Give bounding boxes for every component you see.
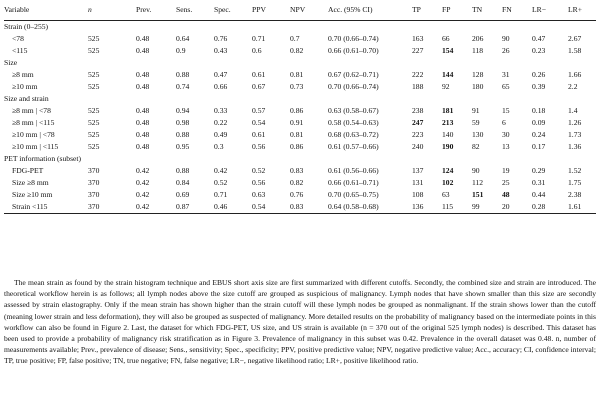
table-header — [4, 0, 596, 21]
table-cell: 0.42 — [136, 178, 150, 187]
table-cell: 0.3 — [214, 142, 224, 151]
table-cell: 1.26 — [568, 118, 582, 127]
table-cell: 0.82 — [290, 178, 304, 187]
section-row — [4, 93, 596, 105]
table-cell: 1.52 — [568, 166, 582, 175]
table-cell: 0.68 (0.63–0.72) — [328, 130, 379, 139]
table-cell: 128 — [472, 70, 484, 79]
column-header: FN — [502, 0, 532, 21]
table-cell: 370 — [88, 178, 100, 187]
table-cell: 0.24 — [532, 130, 546, 139]
table-cell: 154 — [442, 46, 454, 55]
column-header: TN — [472, 0, 502, 21]
table-cell: 144 — [442, 70, 454, 79]
table-cell: 190 — [442, 142, 454, 151]
table-cell: 0.46 — [214, 201, 252, 214]
table-cell: 213 — [442, 118, 454, 127]
table-cell: 0.9 — [176, 46, 186, 55]
table-cell: 91 — [472, 106, 480, 115]
table-cell: 0.74 — [176, 82, 190, 91]
table-cell: 0.31 — [532, 178, 546, 187]
table-cell: 92 — [442, 82, 450, 91]
column-header: LR− — [532, 0, 568, 21]
table-cell: 0.67 — [252, 82, 266, 91]
table-cell: 0.52 — [214, 178, 228, 187]
table-cell: 0.23 — [532, 46, 546, 55]
row-label: Size ≥8 mm — [12, 178, 49, 187]
table-cell: 0.22 — [214, 118, 228, 127]
table-row — [4, 117, 596, 129]
table-cell: 63 — [442, 190, 450, 199]
table-cell: 0.48 — [136, 82, 150, 91]
table-cell: 0.49 — [214, 130, 228, 139]
table-cell: 0.7 — [290, 34, 300, 43]
table-cell: 0.88 — [176, 166, 190, 175]
table-cell: 151 — [472, 190, 484, 199]
table-cell: 0.42 — [214, 166, 228, 175]
table-cell: 0.81 — [290, 70, 304, 79]
table-cell: 19 — [502, 166, 510, 175]
table-cell: 0.48 — [136, 142, 150, 151]
table-cell: 0.66 (0.61–0.70) — [328, 46, 379, 55]
table-cell: 0.54 — [252, 201, 290, 214]
table-cell: 525 — [88, 142, 100, 151]
table-cell: 180 — [472, 82, 484, 91]
table-cell: 2.2 — [568, 82, 578, 91]
table-cell: 112 — [472, 178, 484, 187]
table-cell: 0.56 — [252, 142, 266, 151]
table-cell: 0.76 — [214, 34, 228, 43]
table-cell: 0.88 — [176, 70, 190, 79]
table-cell: 30 — [502, 130, 510, 139]
table-cell: 0.86 — [290, 106, 304, 115]
table-cell: 2.38 — [568, 190, 582, 199]
table-cell: 525 — [88, 34, 100, 43]
table-row — [4, 201, 596, 214]
table-cell: 188 — [412, 82, 424, 91]
table-cell: 0.73 — [290, 82, 304, 91]
column-header: Sens. — [176, 0, 214, 21]
table-row — [4, 189, 596, 201]
table-cell: 181 — [442, 106, 454, 115]
row-label: ≥10 mm | <115 — [12, 142, 59, 151]
row-label: FDG-PET — [12, 166, 44, 175]
table-cell: 0.57 — [252, 106, 266, 115]
table-cell: 0.42 — [136, 201, 176, 214]
table-cell: 525 — [88, 106, 100, 115]
table-cell: 0.42 — [136, 166, 150, 175]
table-cell: 0.64 (0.58–0.68) — [328, 201, 412, 214]
row-label: ≥10 mm | <78 — [12, 130, 55, 139]
section-row — [4, 21, 596, 34]
section-title: Size — [4, 58, 18, 67]
table-cell: 0.44 — [532, 190, 546, 199]
table-row — [4, 141, 596, 153]
table-cell: 15 — [502, 106, 510, 115]
table-cell: 115 — [442, 201, 472, 214]
table-cell: 238 — [412, 106, 424, 115]
column-header: Spec. — [214, 0, 252, 21]
table-row — [4, 129, 596, 141]
table-cell: 0.91 — [290, 118, 304, 127]
table-cell: 0.42 — [136, 190, 150, 199]
column-header: LR+ — [568, 0, 596, 21]
table-cell: 525 — [88, 46, 100, 55]
table-cell: 0.83 — [290, 201, 328, 214]
section-title: Size and strain — [4, 94, 49, 103]
table-row — [4, 45, 596, 57]
table-cell: 1.4 — [568, 106, 578, 115]
table-cell: 370 — [88, 166, 100, 175]
table-cell: 0.94 — [176, 106, 190, 115]
table-cell: 66 — [442, 34, 450, 43]
table-cell: 0.58 (0.54–0.63) — [328, 118, 379, 127]
table-cell: 1.58 — [568, 46, 582, 55]
column-header: Acc. (95% CI) — [328, 0, 412, 21]
section-title: Strain (0–255) — [4, 22, 49, 31]
table-cell: 0.48 — [136, 118, 150, 127]
table-cell: 222 — [412, 70, 424, 79]
table-cell: 0.47 — [214, 70, 228, 79]
table-row — [4, 81, 596, 93]
table-cell: 82 — [472, 142, 480, 151]
table-cell: 0.98 — [176, 118, 190, 127]
column-header: Prev. — [136, 0, 176, 21]
table-cell: 0.66 — [214, 82, 228, 91]
table-cell: 130 — [472, 130, 484, 139]
table-cell: 0.33 — [214, 106, 228, 115]
table-cell: 1.36 — [568, 142, 582, 151]
table-cell: 0.71 — [214, 190, 228, 199]
table-cell: 0.88 — [176, 130, 190, 139]
row-label: ≥8 mm — [12, 70, 34, 79]
table-cell: 1.75 — [568, 178, 582, 187]
table-cell: 102 — [442, 178, 454, 187]
table-cell: 0.70 (0.65–0.75) — [328, 190, 379, 199]
table-row — [4, 177, 596, 189]
table-cell: 0.70 (0.66–0.74) — [328, 82, 379, 91]
table-row — [4, 165, 596, 177]
table-cell: 0.39 — [532, 82, 546, 91]
table-cell: 0.63 — [252, 190, 266, 199]
section-row — [4, 153, 596, 165]
table-cell: 0.09 — [532, 118, 546, 127]
table-cell: 0.61 (0.57–0.66) — [328, 142, 379, 151]
column-header: FP — [442, 0, 472, 21]
table-cell: 240 — [412, 142, 424, 151]
row-label: Strain <115 — [4, 201, 88, 214]
table-cell: 99 — [472, 201, 502, 214]
table-cell: 136 — [412, 201, 442, 214]
table-cell: 0.29 — [532, 166, 546, 175]
row-label: ≥8 mm | <78 — [12, 106, 51, 115]
table-cell: 137 — [412, 166, 424, 175]
table-cell: 13 — [502, 142, 510, 151]
table-cell: 0.48 — [136, 34, 150, 43]
table-cell: 525 — [88, 118, 100, 127]
table-cell: 0.70 (0.66–0.74) — [328, 34, 379, 43]
table-cell: 0.48 — [136, 46, 150, 55]
table-cell: 0.26 — [532, 70, 546, 79]
column-header: Variable — [4, 0, 88, 21]
results-table — [4, 0, 596, 214]
table-row — [4, 69, 596, 81]
table-cell: 140 — [442, 130, 454, 139]
table-caption: The mean strain as found by the strain histogram technique and EBUS short axis size are first summarized with different cutoffs. Secondly, the combined size and strain are introduced. The theoretical workflow herein is as follows; all lymph nodes above the size cutoff are grouped as suspicious of malignancy. Lymph nodes that have shown smaller than this size are secondly assessed by strain elastography. Only if the mean strain has shown higher than the strain cutoff will these lymph nodes be grouped as nonmalignant. If the strain shows lower than the cutoff (meaning lower strain and less deformation), they will also be grouped as suspected of malignancy. More detailed results on the probability of malignancy based on the intermediate points in this workflow can also be found in Figure 2. Last, the dataset for which FDG-PET, US size, and US strain is available (n = 370 out of the original 525 lymph nodes) is described. This dataset has been used to provide a probability of malignancy risk stratification as in Figure 3. Prevalence of malignancy in this subset was 0.42. Prevalence in the overall dataset was 0.48. n, number of measurements available; Prev., prevalence of disease; Sens., sensitivity; Spec., specificity; PPV, positive predictive value; NPV, negative predictive value; Acc., accuracy; CI, confidence interval; TP, true positive; FP, false positive; TN, true negative; FN, false negative; LR−, negative likelihood ratio; LR+, positive likelihood ratio. — [4, 278, 596, 366]
table-cell: 0.81 — [290, 130, 304, 139]
section-title: PET information (subset) — [4, 154, 82, 163]
table-cell: 0.61 — [252, 70, 266, 79]
table-cell: 525 — [88, 70, 100, 79]
table-body — [4, 21, 596, 214]
table-cell: 0.66 (0.61–0.71) — [328, 178, 379, 187]
table-cell: 0.83 — [290, 166, 304, 175]
row-label: ≥8 mm | <115 — [12, 118, 55, 127]
table-cell: 0.69 — [176, 190, 190, 199]
table-cell: 131 — [412, 178, 424, 187]
table-cell: 90 — [502, 34, 510, 43]
table-cell: 0.67 (0.62–0.71) — [328, 70, 379, 79]
table-cell: 0.76 — [290, 190, 304, 199]
row-label: Size ≥10 mm — [12, 190, 53, 199]
table-cell: 0.61 — [252, 130, 266, 139]
table-cell: 0.84 — [176, 178, 190, 187]
table-cell: 90 — [472, 166, 480, 175]
table-cell: 525 — [88, 82, 100, 91]
row-label: <115 — [12, 46, 28, 55]
table-cell: 163 — [412, 34, 424, 43]
table-cell: 59 — [472, 118, 480, 127]
table-cell: 0.54 — [252, 118, 266, 127]
table-cell: 0.48 — [136, 106, 150, 115]
table-cell: 0.64 — [176, 34, 190, 43]
table-cell: 525 — [88, 130, 100, 139]
table-cell: 0.6 — [252, 46, 262, 55]
table-cell: 0.63 (0.58–0.67) — [328, 106, 379, 115]
table-cell: 2.67 — [568, 34, 582, 43]
table-cell: 0.43 — [214, 46, 228, 55]
table-cell: 0.18 — [532, 106, 546, 115]
table-cell: 48 — [502, 190, 510, 199]
table-cell: 223 — [412, 130, 424, 139]
table-cell: 31 — [502, 70, 510, 79]
table-cell: 1.66 — [568, 70, 582, 79]
table-cell: 0.56 — [252, 178, 266, 187]
table-cell: 0.48 — [136, 70, 150, 79]
table-cell: 0.95 — [176, 142, 190, 151]
table-cell: 0.61 (0.56–0.66) — [328, 166, 379, 175]
table-cell: 6 — [502, 118, 506, 127]
table-cell: 0.86 — [290, 142, 304, 151]
row-label: ≥10 mm — [12, 82, 38, 91]
table-cell: 370 — [88, 201, 136, 214]
column-header: PPV — [252, 0, 290, 21]
table-cell: 1.61 — [568, 201, 596, 214]
column-header: n — [88, 0, 136, 21]
table-cell: 247 — [412, 118, 424, 127]
table-cell: 20 — [502, 201, 532, 214]
table-row — [4, 33, 596, 45]
table-cell: 1.73 — [568, 130, 582, 139]
table-cell: 0.28 — [532, 201, 568, 214]
table-cell: 118 — [472, 46, 484, 55]
table-cell: 26 — [502, 46, 510, 55]
table-cell: 0.17 — [532, 142, 546, 151]
table-cell: 206 — [472, 34, 484, 43]
table-cell: 0.82 — [290, 46, 304, 55]
table-cell: 108 — [412, 190, 424, 199]
table-row — [4, 105, 596, 117]
column-header: NPV — [290, 0, 328, 21]
table-cell: 0.87 — [176, 201, 214, 214]
section-row — [4, 57, 596, 69]
table-cell: 0.47 — [532, 34, 546, 43]
table-cell: 25 — [502, 178, 510, 187]
table-cell: 227 — [412, 46, 424, 55]
table-cell: 0.48 — [136, 130, 150, 139]
table-cell: 0.52 — [252, 166, 266, 175]
table-cell: 65 — [502, 82, 510, 91]
table-cell: 370 — [88, 190, 100, 199]
table-cell: 0.71 — [252, 34, 266, 43]
column-header: TP — [412, 0, 442, 21]
table-cell: 124 — [442, 166, 454, 175]
row-label: <78 — [12, 34, 24, 43]
header-row — [4, 0, 596, 21]
